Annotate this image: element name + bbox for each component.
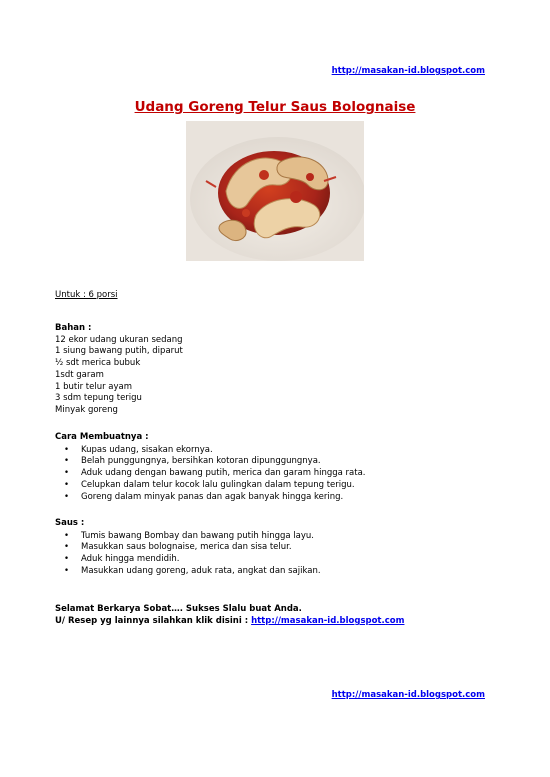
closing-line-2 [55, 615, 404, 627]
serving-size: Untuk : 6 porsi [55, 290, 118, 300]
blog-link[interactable]: http://masakan-id.blogspot.com [251, 616, 405, 626]
ingredient-item: 1 butir telur ayam [55, 381, 133, 392]
ingredient-item: ½ sdt merica bubuk [55, 358, 141, 369]
method-step: • Goreng dalam minyak panas dan agak banyak hingga kering. [55, 492, 366, 504]
method-section [55, 432, 366, 503]
closing-note [55, 603, 404, 627]
method-step: • Celupkan dalam telur kocok lalu gulingkan dalam tepung terigu. [55, 480, 366, 492]
sauce-section [55, 518, 321, 578]
ingredient-item: Minyak goreng [55, 404, 118, 415]
method-heading: Cara Membuatnya : [55, 432, 149, 442]
ingredient-item: 3 sdm tepung terigu [55, 393, 142, 404]
sauce-step: • Aduk hingga mendidih. [55, 554, 321, 566]
closing-line-2-text: U/ Resep yg lainnya silahkan klik disini : [55, 616, 252, 626]
closing-line-1: Selamat Berkarya Sobat…. Sukses Slalu buat Anda. [55, 604, 302, 614]
sauce-step: • Masukkan udang goreng, aduk rata, angkat dan sajikan. [55, 566, 321, 578]
ingredient-item: 1sdt garam [55, 369, 104, 380]
header-link[interactable]: http://masakan-id.blogspot.com [331, 66, 485, 76]
method-step: • Belah punggungnya, bersihkan kotoran dipunggungnya. [55, 456, 366, 468]
ingredient-item: 12 ekor udang ukuran sedang [55, 334, 183, 345]
sauce-step: • Tumis bawang Bombay dan bawang putih hingga layu. [55, 531, 321, 543]
footer-link[interactable]: http://masakan-id.blogspot.com [331, 690, 485, 700]
method-step: • Aduk udang dengan bawang putih, merica dan garam hingga rata. [55, 468, 366, 480]
method-step: • Kupas udang, sisakan ekornya. [55, 445, 366, 457]
fried-shrimp-photo [186, 121, 364, 261]
sauce-heading: Saus : [55, 518, 85, 528]
ingredients-heading: Bahan : [55, 323, 92, 333]
recipe-title: Udang Goreng Telur Saus Bolognaise [134, 99, 416, 115]
ingredients-section [55, 323, 183, 417]
sauce-step: • Masukkan saus bolognaise, merica dan sisa telur. [55, 542, 321, 554]
ingredient-item: 1 siung bawang putih, diparut [55, 346, 183, 357]
